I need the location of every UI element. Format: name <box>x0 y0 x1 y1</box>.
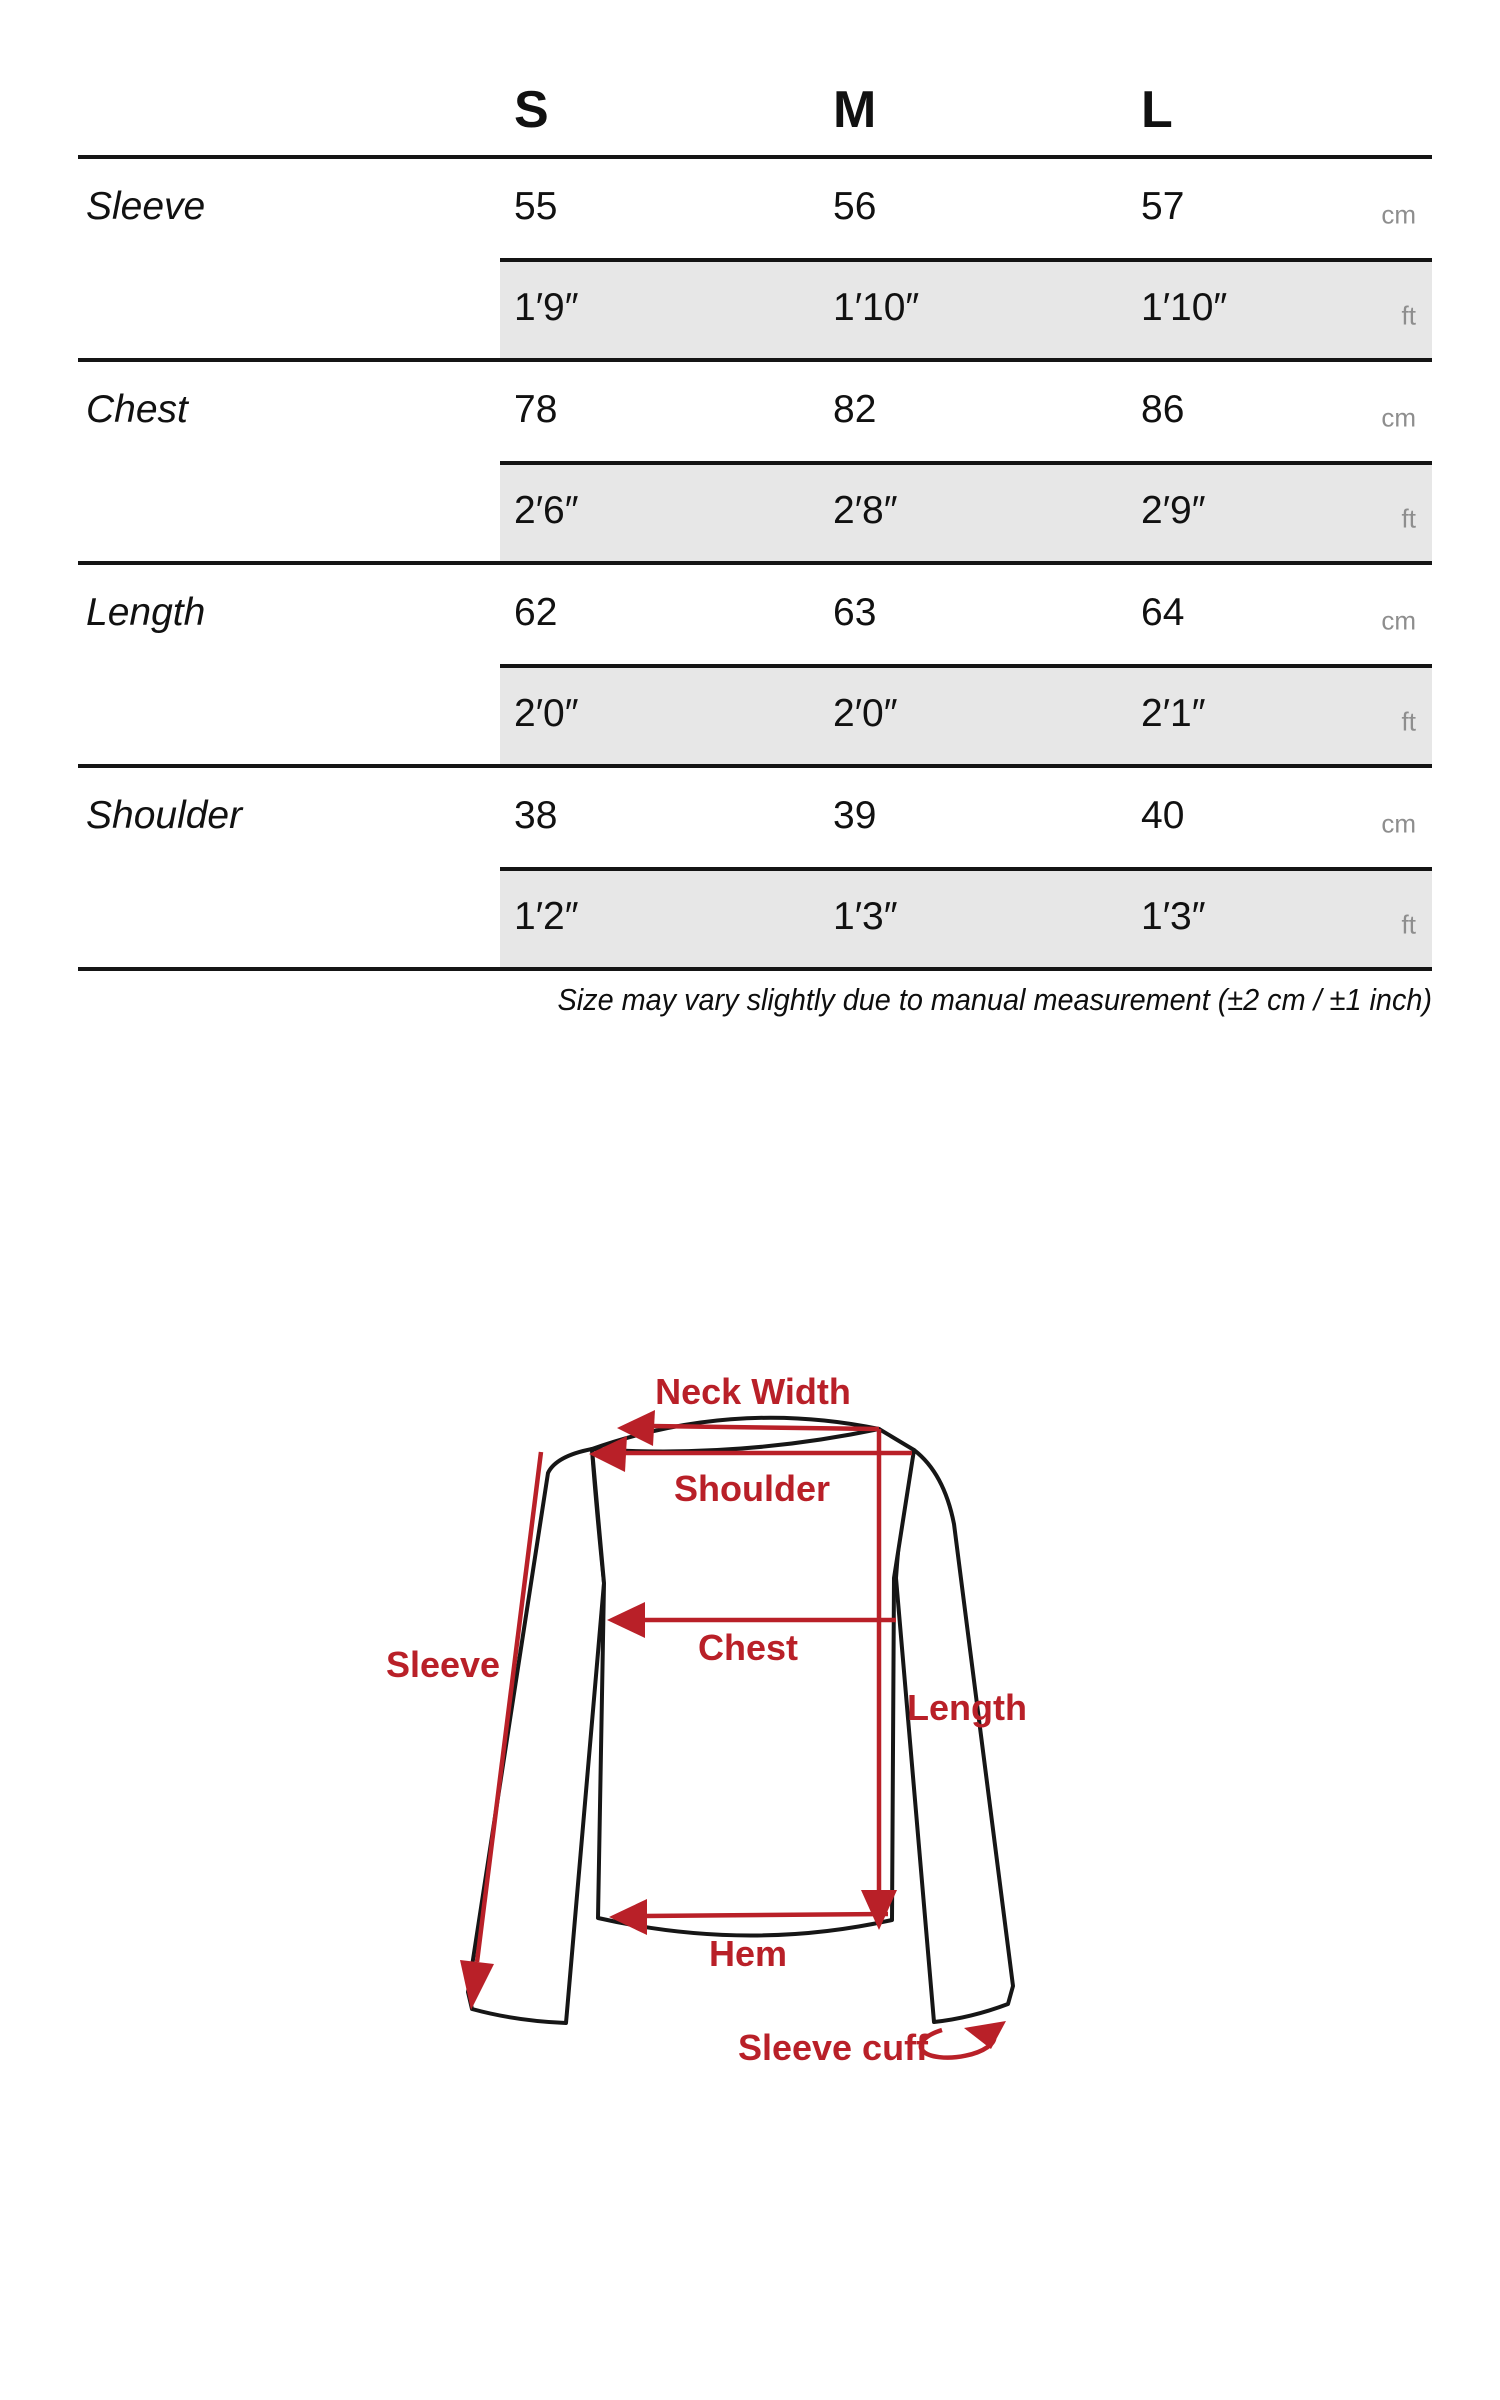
shaded-band <box>500 664 1432 764</box>
table-section-sleeve <box>78 155 1432 358</box>
length-label: Length <box>907 1687 1027 1728</box>
shaded-band <box>500 258 1432 358</box>
size-value: 78 <box>514 387 558 431</box>
sleeve-cuff-label: Sleeve cuff <box>737 2027 929 2068</box>
size-value: 1′10″ <box>1141 286 1228 329</box>
size-value: 39 <box>833 793 877 837</box>
size-value: 1′10″ <box>833 286 920 329</box>
table-row <box>78 258 1432 358</box>
table-rule <box>78 764 1432 768</box>
shaded-band <box>500 867 1432 967</box>
size-value: 86 <box>1141 387 1185 431</box>
size-value: 57 <box>1141 184 1185 228</box>
size-value: 56 <box>833 184 877 228</box>
unit-label-cm: cm <box>1381 402 1416 433</box>
size-value: 2′0″ <box>833 692 898 735</box>
row-label-length: Length <box>86 590 206 634</box>
unit-label-ft: ft <box>1401 909 1416 940</box>
table-row <box>78 664 1432 764</box>
right-sleeve-outline <box>896 1450 1013 2022</box>
shaded-band <box>500 461 1432 561</box>
unit-label-ft: ft <box>1401 300 1416 331</box>
sleeve-label: Sleeve <box>385 1644 501 1685</box>
table-rule <box>78 358 1432 362</box>
size-value: 40 <box>1141 793 1185 837</box>
shoulder-label: Shoulder <box>673 1468 831 1509</box>
size-value: 2′1″ <box>1141 692 1206 735</box>
table-row <box>78 358 1432 461</box>
size-value: 1′9″ <box>514 286 579 329</box>
table-rule <box>78 561 1432 565</box>
table-rule <box>78 967 1432 971</box>
size-value: 82 <box>833 387 877 431</box>
unit-label-ft: ft <box>1401 706 1416 737</box>
hem-arrow-line <box>644 1914 888 1916</box>
hem-label: Hem <box>708 1933 788 1974</box>
table-rule <box>78 155 1432 159</box>
table-row <box>78 764 1432 867</box>
table-row <box>78 461 1432 561</box>
size-value: 1′3″ <box>1141 895 1206 938</box>
garment-measurement-diagram <box>360 1350 1100 2090</box>
size-value: 63 <box>833 590 877 634</box>
size-value: 2′0″ <box>514 692 579 735</box>
size-value: 2′9″ <box>1141 489 1206 532</box>
size-value: 2′6″ <box>514 489 579 532</box>
unit-label-cm: cm <box>1381 199 1416 230</box>
table-row <box>78 561 1432 664</box>
size-table <box>78 38 1432 940</box>
size-header-l: L <box>1141 81 1173 139</box>
size-value: 62 <box>514 590 558 634</box>
table-section-shoulder <box>78 764 1432 967</box>
neck-width-label: Neck Width <box>655 1371 851 1412</box>
table-section-length <box>78 561 1432 764</box>
row-label-shoulder: Shoulder <box>86 793 243 837</box>
neck-width-arrow-line <box>650 1426 879 1429</box>
size-value: 2′8″ <box>833 489 898 532</box>
size-value: 64 <box>1141 590 1185 634</box>
left-sleeve-outline <box>468 1449 604 2023</box>
size-value: 1′2″ <box>514 895 579 938</box>
table-row <box>78 155 1432 258</box>
table-row <box>78 867 1432 967</box>
unit-label-cm: cm <box>1381 605 1416 636</box>
size-value: 55 <box>514 184 558 228</box>
size-value: 1′3″ <box>833 895 898 938</box>
row-label-sleeve: Sleeve <box>86 184 206 228</box>
measurement-disclaimer: Size may vary slightly due to manual measurement (±2 cm / ±1 inch) <box>557 982 1432 1017</box>
table-section-chest <box>78 358 1432 561</box>
row-label-chest: Chest <box>86 387 188 431</box>
chest-label: Chest <box>697 1627 799 1668</box>
size-header-m: M <box>833 81 877 139</box>
unit-label-ft: ft <box>1401 503 1416 534</box>
size-value: 38 <box>514 793 558 837</box>
unit-label-cm: cm <box>1381 808 1416 839</box>
size-header-s: S <box>514 81 549 139</box>
sleeve-cuff-arrowhead <box>964 2021 1006 2049</box>
